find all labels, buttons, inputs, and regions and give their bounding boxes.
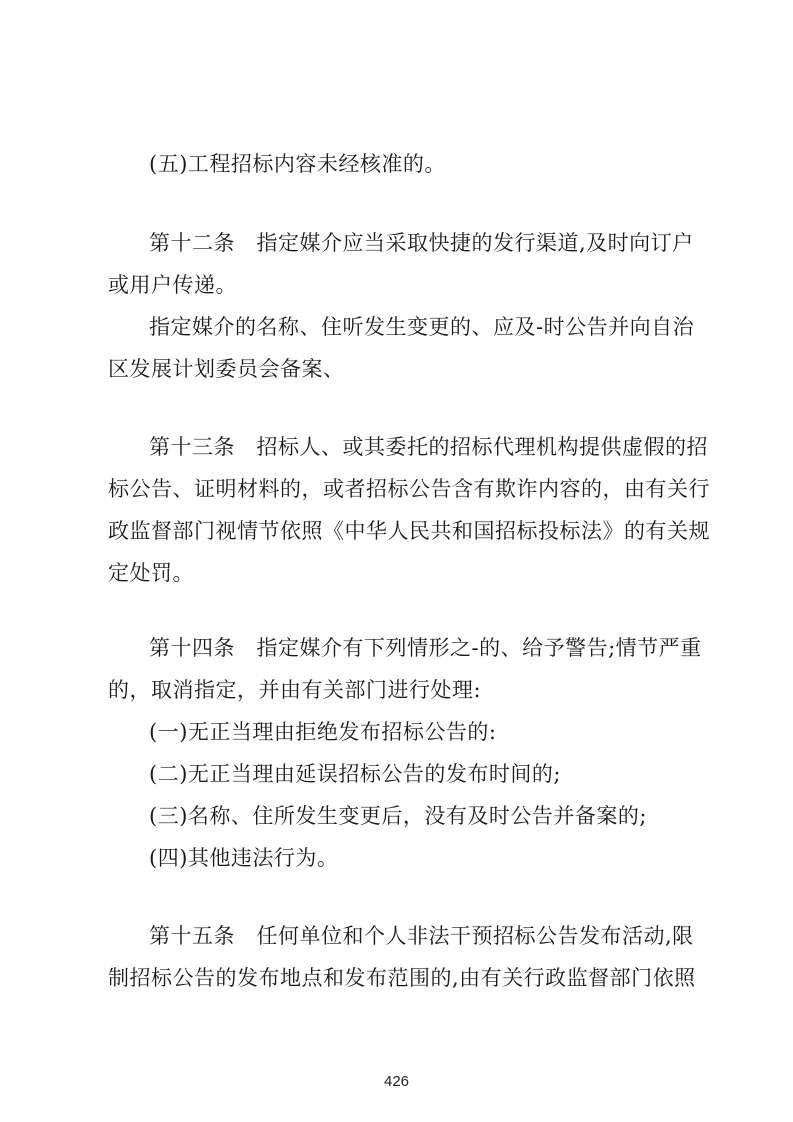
clause-5-item: (五)工程招标内容未经核准的。 bbox=[149, 152, 446, 176]
article-13-line-2: 标公告、证明材料的，或者招标公告含有欺诈内容的，由有关行 bbox=[108, 477, 710, 501]
article-13-line-1: 第十三条 招标人、或其委托的招标代理机构提供虚假的招 bbox=[149, 435, 708, 459]
article-14-line-1: 第十四条 指定媒介有下列情形之-的、给予警告;情节严重 bbox=[149, 636, 702, 660]
article-14-item-2: (二)无正当理由延误招标公告的发布时间的; bbox=[149, 762, 561, 786]
article-12-para-2-line-2: 区发展计划委员会备案、 bbox=[108, 357, 345, 381]
article-12-line-2: 或用户传递。 bbox=[108, 273, 237, 297]
article-13-line-4: 定处罚。 bbox=[108, 561, 194, 585]
page-number: 426 bbox=[383, 1073, 410, 1090]
article-12-para-2-line-1: 指定媒介的名称、住听发生变更的、应及-时公告并向自治 bbox=[149, 315, 695, 339]
article-15-line-1: 第十五条 任何单位和个人非法干预招标公告发布活动,限 bbox=[149, 924, 694, 948]
article-14-item-3: (三)名称、住所发生变更后，没有及时公告并备案的; bbox=[149, 804, 647, 828]
article-14-line-2: 的，取消指定，并由有关部门进行处理: bbox=[108, 678, 482, 702]
article-12-line-1: 第十二条 指定媒介应当采取快捷的发行渠道,及时向订户 bbox=[149, 231, 694, 255]
article-15-line-2: 制招标公告的发布地点和发布范围的,由有关行政监督部门依照 bbox=[108, 966, 696, 990]
article-14-item-4: (四)其他违法行为。 bbox=[149, 846, 339, 870]
article-13-line-3: 政监督部门视情节依照《中华人民共和国招标投标法》的有关规 bbox=[108, 519, 710, 543]
article-14-item-1: (一)无正当理由拒绝发布招标公告的: bbox=[149, 720, 497, 744]
